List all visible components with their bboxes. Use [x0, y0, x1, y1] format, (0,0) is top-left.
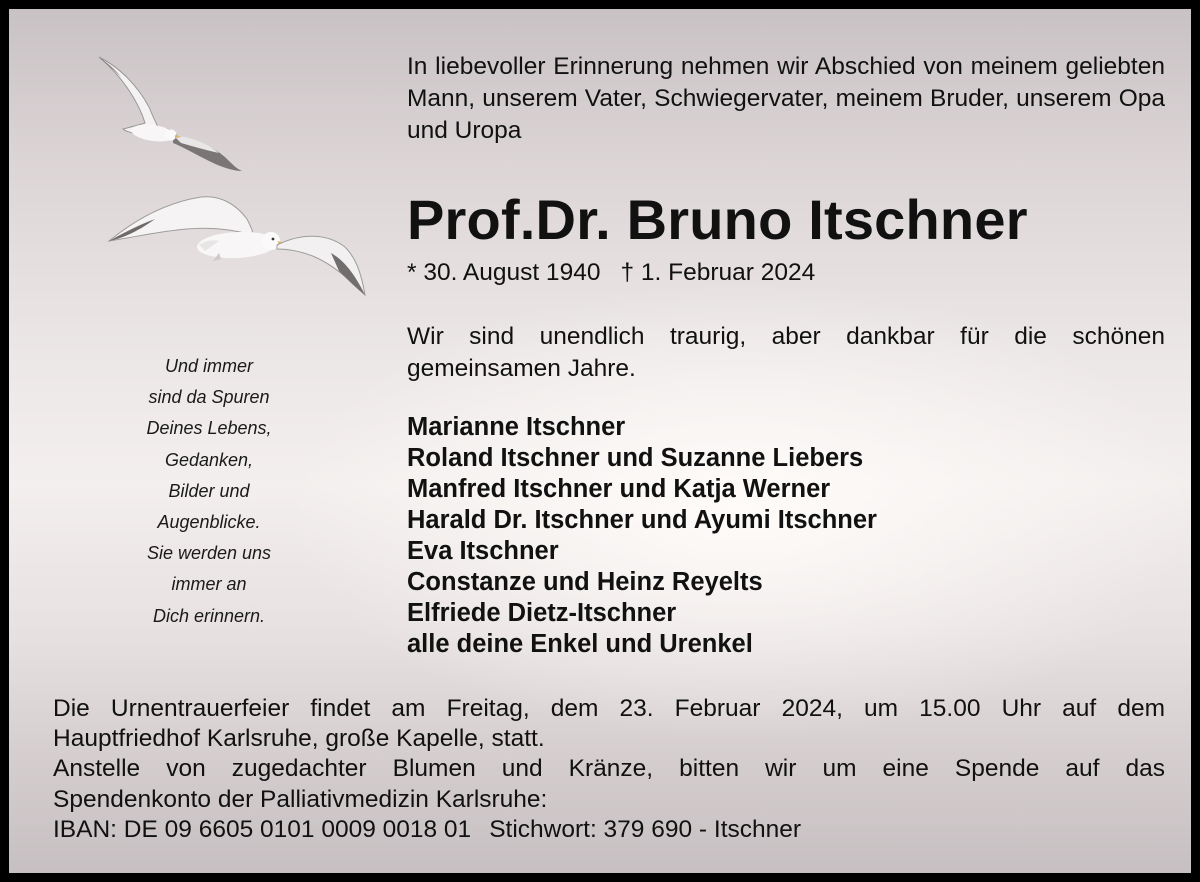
deceased-name: Prof.Dr. Bruno Itschner [407, 188, 1028, 251]
seagull-large-image [101, 189, 371, 309]
birth-date: * 30. August 1940 [407, 259, 601, 286]
donation-line-1: Anstelle von zugedachter Blumen und Kränze, bitten wir um eine Spende auf das [53, 755, 1165, 783]
funeral-details [53, 694, 1165, 845]
poem-line: Augenblicke. [157, 512, 261, 533]
poem-line: Und immer [164, 356, 253, 376]
poem-line: immer an [171, 574, 247, 595]
mourner-item: Roland Itschner und Suzanne Liebers [407, 444, 864, 472]
mourner-item: Marianne Itschner [407, 413, 626, 441]
poem-line: Deines Lebens, [146, 418, 272, 439]
seagull-small-image [87, 47, 257, 177]
life-dates [407, 257, 815, 289]
ceremony-line-1: Die Urnentrauerfeier findet am Freitag, dem 23. Februar 2024, um 15.00 Uhr auf dem [53, 695, 1165, 722]
bank-details-line [53, 815, 1165, 845]
donation-line-2: Spendenkonto der Palliativmedizin Karlsruhe: [53, 785, 548, 813]
thanks-text: Wir sind unendlich traurig, aber dankbar für die schönen gemeinsamen Jahre. [407, 323, 1165, 382]
poem-line: sind da Spuren [148, 387, 270, 408]
poem-line: Sie werden uns [146, 543, 272, 564]
poem-line: Bilder und [168, 480, 250, 501]
mourner-item: Constanze und Heinz Reyelts [407, 568, 763, 596]
poem-line: Gedanken, [164, 449, 254, 470]
mourner-item: Manfred Itschner und Katja Werner [407, 475, 831, 503]
ceremony-line-2: Hauptfriedhof Karlsruhe, große Kapelle, statt. [53, 725, 545, 753]
mourner-item: Elfriede Dietz-Itschner [407, 599, 677, 627]
intro-text: In liebevoller Erinnerung nehmen wir Abschied von meinem geliebten Mann, unserem Vater, Schwiegervater, meinem Bruder, unserem Opa und Uropa [407, 53, 1165, 144]
mourner-item: Eva Itschner [407, 537, 559, 565]
poem-line: Dich erinnern. [152, 605, 266, 626]
stichwort-text: Stichwort: 379 690 - Itschner [489, 815, 802, 843]
mourner-item: alle deine Enkel und Urenkel [407, 630, 753, 658]
mourners-list [407, 412, 877, 660]
poem [109, 351, 309, 632]
death-date: † 1. Februar 2024 [620, 259, 816, 286]
mourner-item: Harald Dr. Itschner und Ayumi Itschner [407, 506, 877, 534]
iban-text: IBAN: DE 09 6605 0101 0009 0018 01 [53, 815, 472, 843]
